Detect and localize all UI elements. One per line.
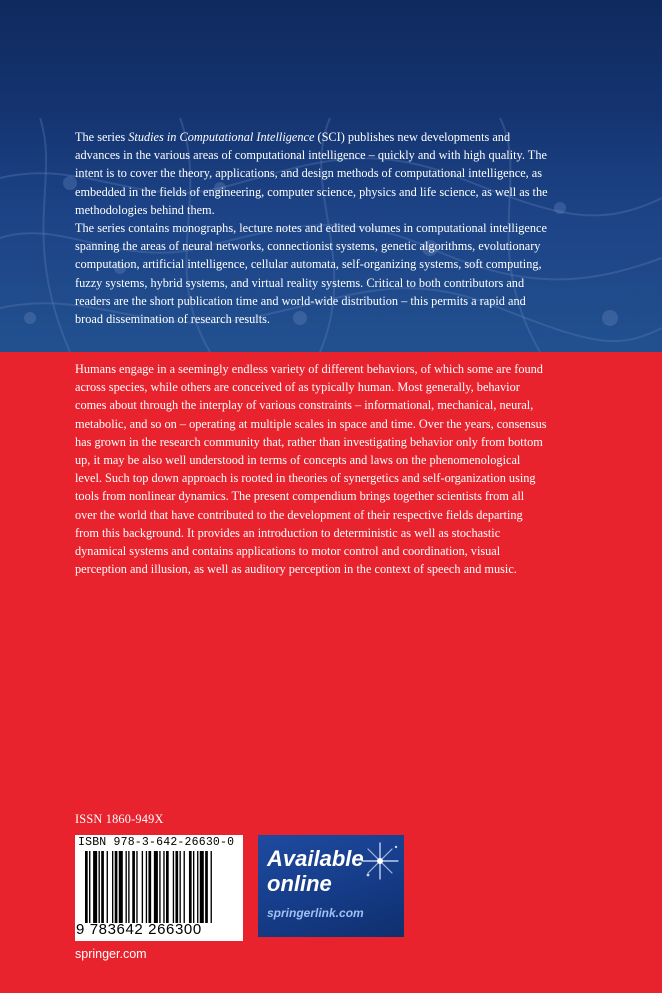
- available-online-badge[interactable]: [258, 835, 404, 937]
- series-paragraph-2: The series contains monographs, lecture notes and edited volumes in computational intelligence spanning the areas of neural networks, connectionist systems, genetic algorithms, evolutionary computation, artificial intelligence, cellular automata, self-organizing systems, soft computing, fuzzy systems, hybrid systems, and virtual reality systems. Critical to both contributors and readers are the short publication time and world-wide distribution – this permits a rapid and broad dissemination of research results.: [75, 221, 547, 327]
- series-title: Studies in Computational Intelligence: [128, 130, 315, 144]
- springerlink-url[interactable]: springerlink.com: [267, 906, 364, 920]
- series-paragraph-1: The series Studies in Computational Intelligence (SCI) publishes new developments and advances in the various areas of computational intelligence – quickly and with high quality. The intent is to cover the theory, applications, and design methods of computational intelligence, as embedded in the fields of engineering, computer science, physics and life science, as well as the methodologies behind them.: [75, 130, 548, 217]
- barcode-digits: 9 783642 266300: [76, 921, 202, 938]
- book-description: [75, 360, 549, 578]
- book-paragraph: Humans engage in a seemingly endless variety of different behaviors, of which some are found across species, while others are conceived of as typically human. Most generally, behavior comes about through the interplay of various constraints – informational, mechanical, neural, metabolic, and so on – operating at multiple scales in space and time. Over the years, consensus has grown in the research community that, rather than investigating behavior only from bottom up, it may be also well understood in terms of concepts and laws on the phenomenological level. Such top down approach is rooted in theories of synergetics and self-organization using tools from nonlinear dynamics. The present compendium brings together scientists from all over the world that have contributed to the development of their respective fields departing from this background. It provides an introduction to deterministic as well as stochastic dynamical systems and contains applications to motor control and coordination, visual perception and illusion, as well as auditory perception in the context of speech and music.: [75, 362, 547, 577]
- barcode: [75, 835, 243, 941]
- issn: ISSN 1860-949X: [75, 812, 164, 826]
- isbn-label: ISBN 978-3-642-26630-0: [78, 836, 235, 849]
- barcode-bars: [85, 851, 237, 923]
- series-description: [75, 128, 549, 328]
- available-online-title: Available online: [267, 846, 364, 896]
- series-band: [0, 0, 662, 352]
- publisher-url[interactable]: springer.com: [75, 947, 147, 961]
